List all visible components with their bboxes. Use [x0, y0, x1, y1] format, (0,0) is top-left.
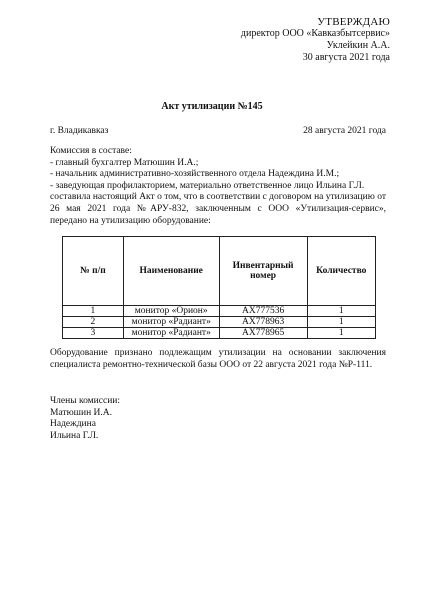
- table-row: [63, 317, 376, 328]
- commission-intro: Комиссия в составе:: [50, 146, 132, 156]
- commission-member: - начальник административно-хозяйственного отдела Надеждина И.М.;: [50, 169, 340, 180]
- table-row: [63, 328, 376, 339]
- cell-quantity: 1: [307, 306, 375, 317]
- cell-number: 1: [63, 306, 124, 317]
- conclusion-text: Оборудование признано подлежащим утилизации на основании заключения специалиста ремонтно-технической базы ООО от 22 августа 2021 года №Р-111.: [50, 348, 386, 370]
- cell-name: монитор «Орион»: [123, 306, 219, 317]
- cell-number: 2: [63, 317, 124, 328]
- commission-statement: составила настоящий Акт о том, что в соответствии с договором на утилизацию от 26 мая 2021 года №АРУ-832, заключенным с ООО «Утилизация-сервис», передано на утилизацию оборудование:: [50, 192, 386, 226]
- signatories-heading: Члены комиссии:: [50, 396, 121, 406]
- equipment-table: [62, 236, 376, 339]
- table-header-row: [63, 237, 376, 306]
- header-number: № п/п: [63, 237, 124, 306]
- approval-block: [241, 16, 390, 64]
- cell-inventory: АХ778965: [219, 328, 307, 339]
- header-name: Наименование: [123, 237, 219, 306]
- cell-number: 3: [63, 328, 124, 339]
- city: г. Владикавказ: [50, 126, 109, 136]
- approval-position: директор ООО «Кавказбытсервис»: [240, 28, 390, 39]
- place-date-line: [50, 126, 386, 136]
- document-title: Акт утилизации №145: [161, 101, 263, 112]
- act-date: 28 августа 2021 года: [303, 126, 386, 136]
- cell-inventory: АХ777536: [219, 306, 307, 317]
- header-inventory: Инвентарный номер: [219, 237, 307, 306]
- cell-name: монитор «Радиант»: [123, 328, 219, 339]
- commission-member: - главный бухгалтер Матюшин И.А.;: [50, 157, 199, 168]
- commission-member: - заведующая профилакторием, материально ответственное лицо Ильина Г.Л.: [50, 180, 365, 191]
- signatory-name: Матюшин И.А.: [50, 407, 112, 418]
- cell-quantity: 1: [307, 328, 375, 339]
- signatory-name: Надеждина: [50, 419, 96, 430]
- signatories-block: [50, 396, 120, 442]
- cell-inventory: АХ778963: [219, 317, 307, 328]
- approval-heading: УТВЕРЖДАЮ: [317, 16, 390, 28]
- cell-name: монитор «Радиант»: [123, 317, 219, 328]
- approval-date: 30 августа 2021 года: [302, 52, 390, 63]
- table-row: [63, 306, 376, 317]
- cell-quantity: 1: [307, 317, 375, 328]
- commission-text: [50, 146, 386, 227]
- approval-name: Уклейкин А.А.: [326, 40, 390, 51]
- header-quantity: Количество: [307, 237, 375, 306]
- signatory-name: Ильина Г.Л.: [50, 430, 99, 441]
